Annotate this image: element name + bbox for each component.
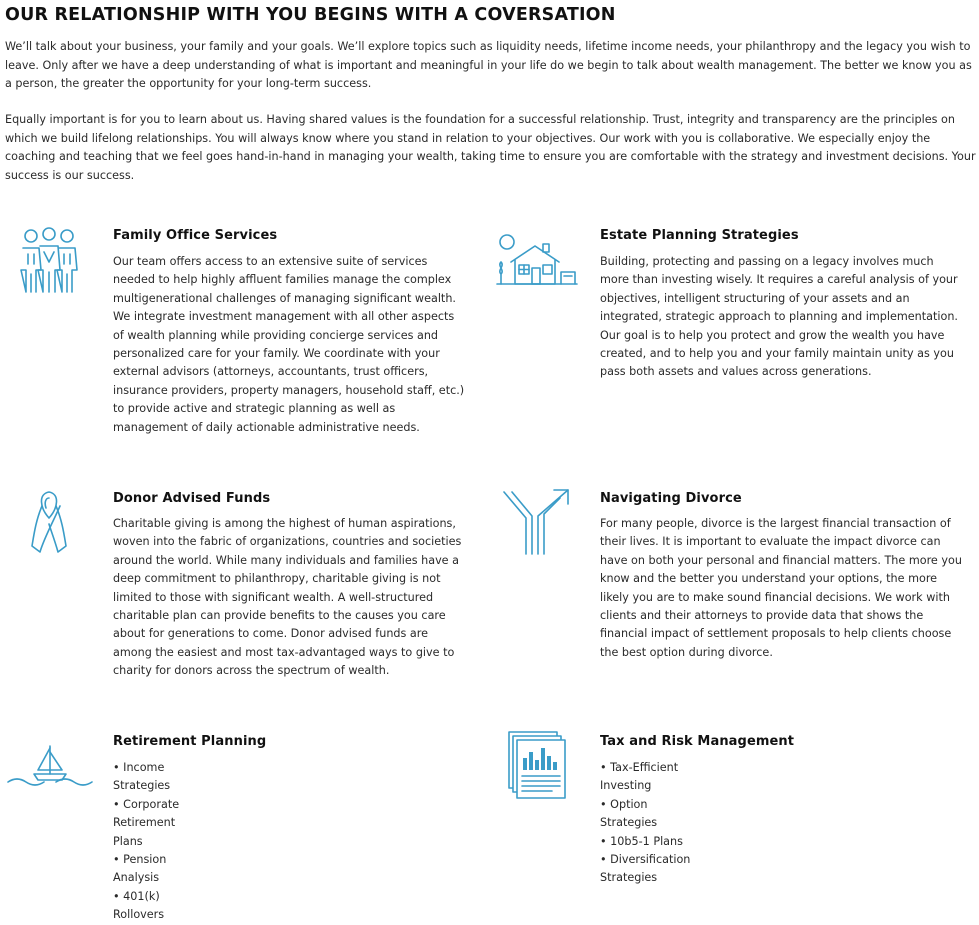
service-title: Tax and Risk Management (600, 734, 795, 749)
list-item: • Corporate Retirement Plans (113, 796, 179, 851)
ribbon-icon (30, 490, 68, 556)
list-item: • Option Strategies (600, 796, 690, 833)
documents-icon (507, 730, 569, 800)
sailboat-icon (6, 744, 94, 788)
service-title: Estate Planning Strategies (600, 228, 799, 243)
service-description: Charitable giving is among the highest of human aspirations, woven into the fabric of organizations, countries and societies around the world. While many individuals and families have a deep commitment to philanthropy, charitable giving is not limited to those with significant wealth. A well-structured charitable plan can provide benefits to the causes you care about for generations to come. Donor advised funds are among the easiest and most tax-advantaged ways to give to charity for donors across the spectrum of wealth. (113, 517, 462, 678)
service-title: Navigating Divorce (600, 491, 742, 506)
intro-paragraph-1 (5, 38, 977, 94)
house-icon (495, 232, 579, 288)
service-title: Donor Advised Funds (113, 491, 271, 506)
page-title: OUR RELATIONSHIP WITH YOU BEGINS WITH A COVERSATION (5, 5, 616, 25)
family-icon (20, 224, 78, 296)
service-list (113, 759, 179, 925)
service-title: Retirement Planning (113, 734, 267, 749)
fork-arrow-icon (502, 488, 572, 556)
intro-text-1: We’ll talk about your business, your family and your goals. We’ll explore topics such as liquidity needs, lifetime income needs, your philanthropy and the legacy you wish to leave. Only after we have a deep understanding of what is important and meaningful in your life do we begin to talk about wealth management. The better we know you as a person, the greater the opportunity for your long-term success. (5, 40, 972, 90)
list-item: • 401(k) Rollovers (113, 888, 179, 925)
list-item: • Tax-Efficient Investing (600, 759, 690, 796)
list-item: • Diversification Strategies (600, 851, 690, 888)
intro-paragraph-2 (5, 111, 977, 185)
service-description: For many people, divorce is the largest financial transaction of their lives. It is important to evaluate the impact divorce can have on both your personal and financial matters. The more you know and the better you understand your options, the more likely you are to make sound financial decisions. We work with clients and their attorneys to provide data that shows the financial impact of settlement proposals to help clients choose the best option during divorce. (600, 517, 962, 659)
list-item: • Pension Analysis (113, 851, 179, 888)
service-description: Our team offers access to an extensive suite of services needed to help highly affluent families manage the complex multigenerational challenges of managing significant wealth. We integrate investment management with all other aspects of wealth planning while providing concierge services and personalized care for your family. We coordinate with your external advisors (attorneys, accountants, trust officers, insurance providers, property managers, household staff, etc.) to provide active and strategic planning as well as management of daily actionable administrative needs. (113, 255, 465, 434)
service-title: Family Office Services (113, 228, 278, 243)
intro-text-2: Equally important is for you to learn about us. Having shared values is the foundation for a successful relationship. Trust, integrity and transparency are the principles on which we build lifelong relationships. You will always know where you stand in relation to your objectives. Our work with you is collaborative. We especially enjoy the coaching and teaching that we feel goes hand-in-hand in managing your wealth, taking time to ensure you are comfortable with the strategy and investment decisions. Your success is our success. (5, 113, 976, 182)
list-item: • 10b5-1 Plans (600, 833, 690, 851)
service-list (600, 759, 690, 888)
service-description: Building, protecting and passing on a legacy involves much more than investing wisely. It requires a careful analysis of your objectives, intelligent structuring of your assets and an integrated, strategic approach to planning and implementation. Our goal is to help you protect and grow the wealth you have created, and to help you and your family maintain unity as you pass both assets and values across generations. (600, 255, 958, 379)
list-item: • Income Strategies (113, 759, 179, 796)
